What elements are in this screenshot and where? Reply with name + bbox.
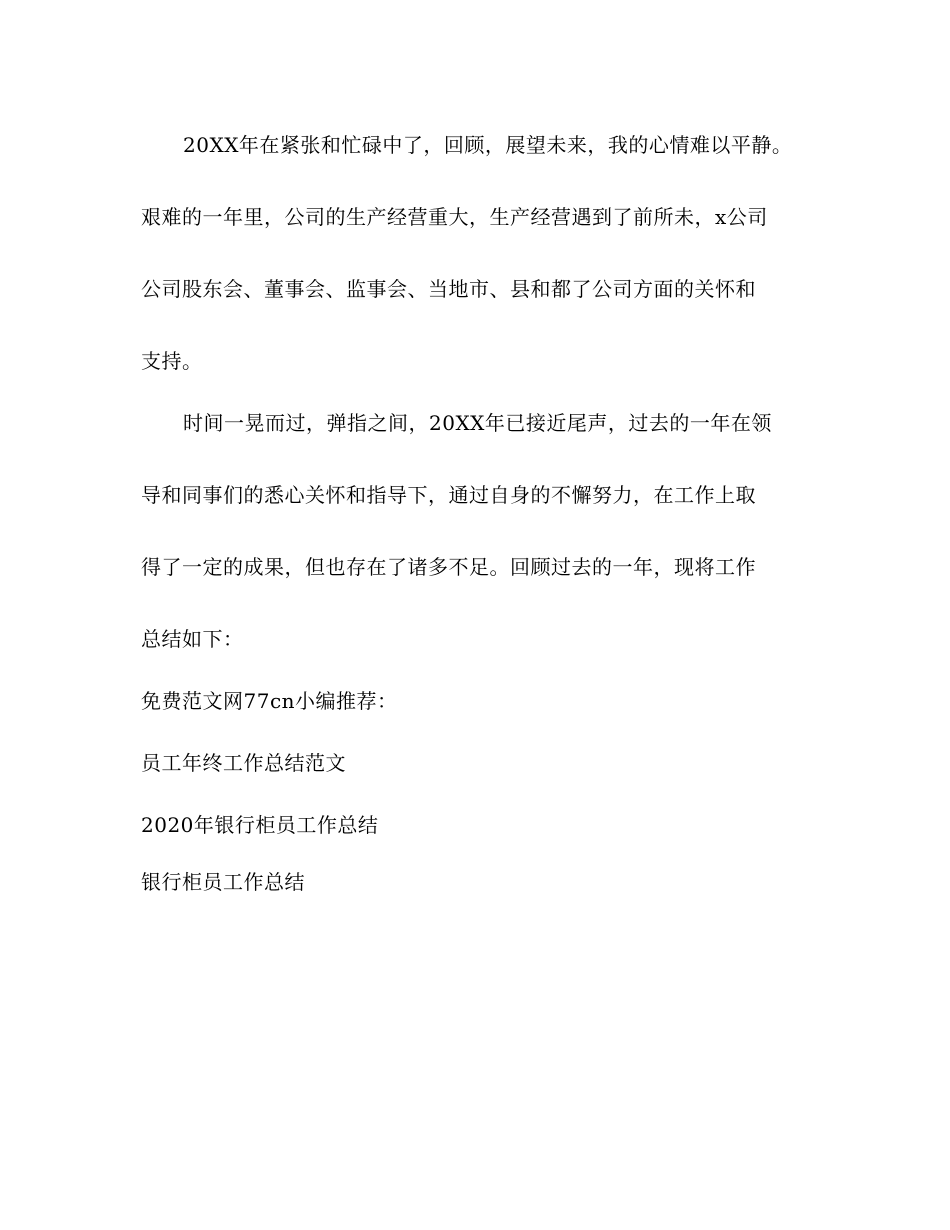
paragraph-2-line-1: 时间一晃而过，弹指之间，20XX年已接近尾声，过去的一年在领 xyxy=(183,411,772,435)
paragraph-2-line-2: 导和同事们的悉心关怀和指导下，通过自身的不懈努力，在工作上取 xyxy=(141,483,756,507)
paragraph-1-line-4: 支持。 xyxy=(141,349,203,373)
recommend-label: 免费范文网77cn小编推荐： xyxy=(141,689,398,713)
paragraph-2-line-3: 得了一定的成果，但也存在了诸多不足。回顾过去的一年，现将工作 xyxy=(141,555,756,579)
recommend-link-3[interactable]: 银行柜员工作总结 xyxy=(141,870,305,894)
paragraph-1-line-1: 20XX年在紧张和忙碌中了，回顾，展望未来，我的心情难以平静。 xyxy=(183,133,793,157)
recommend-link-2[interactable]: 2020年银行柜员工作总结 xyxy=(141,813,379,837)
recommend-link-1[interactable]: 员工年终工作总结范文 xyxy=(141,751,346,775)
paragraph-2-line-4: 总结如下： xyxy=(141,627,244,651)
paragraph-1-line-2: 艰难的一年里，公司的生产经营重大，生产经营遇到了前所未，x公司 xyxy=(141,205,768,229)
paragraph-1-line-3: 公司股东会、董事会、监事会、当地市、县和都了公司方面的关怀和 xyxy=(141,277,756,301)
